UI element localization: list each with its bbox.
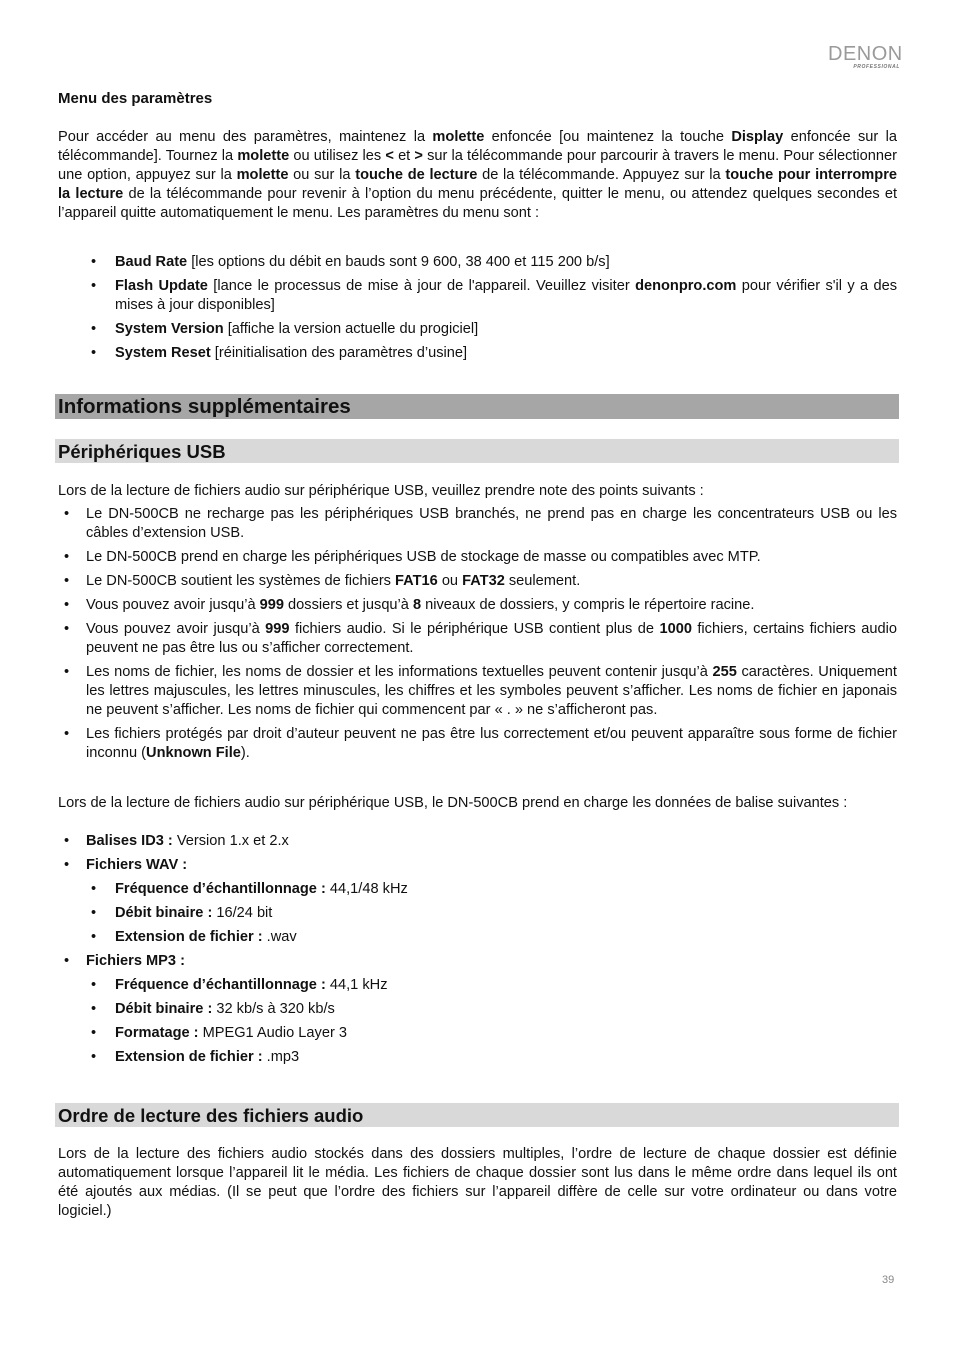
bold-text-run: molette bbox=[432, 129, 485, 145]
text-run: Le DN-500CB soutient les systèmes de fichiers bbox=[86, 573, 396, 589]
tag-support-paragraph bbox=[58, 794, 897, 813]
bullet-icon: • bbox=[91, 254, 97, 270]
bold-text-run: Fréquence d’échantillonnage : bbox=[115, 881, 326, 897]
bullet-icon: • bbox=[64, 621, 70, 637]
bold-text-run: molette bbox=[236, 167, 289, 183]
bold-text-run: touche de lecture bbox=[355, 167, 478, 183]
bullet-icon: • bbox=[64, 953, 70, 969]
list-item bbox=[86, 904, 897, 923]
text-run: Vous pouvez avoir jusqu’à bbox=[86, 621, 266, 637]
text-run: fichiers audio. Si le périphérique USB contient plus de bbox=[289, 621, 660, 637]
bold-text-run: Unknown File bbox=[146, 745, 241, 761]
text-run: niveaux de dossiers, y compris le répertoire racine. bbox=[421, 597, 755, 613]
bold-text-run: Fichiers WAV : bbox=[86, 857, 188, 873]
text-run: ). bbox=[240, 745, 250, 761]
bullet-icon: • bbox=[91, 977, 97, 993]
text-run: sur la télécommande pour parcourir à travers le menu. Pour sélectionner une option, appuyez sur la bbox=[58, 148, 897, 183]
bullet-icon: • bbox=[91, 929, 97, 945]
list-item bbox=[86, 880, 897, 899]
tag-support-list bbox=[58, 832, 897, 1072]
bullet-icon: • bbox=[91, 345, 97, 361]
text-run: Vous pouvez avoir jusqu’à bbox=[86, 597, 260, 613]
bold-text-run: Extension de fichier : bbox=[115, 1049, 263, 1065]
subsection-heading-playback-order: Ordre de lecture des fichiers audio bbox=[55, 1103, 899, 1127]
bold-text-run: 255 bbox=[712, 664, 737, 680]
usb-intro-paragraph bbox=[58, 482, 897, 501]
bold-text-run: touche pour interrompre la lecture bbox=[58, 167, 897, 202]
text-run: Lors de la lecture de fichiers audio sur périphérique USB, veuillez prendre note des points suivants : bbox=[58, 483, 704, 499]
bullet-list bbox=[58, 505, 897, 763]
list-item bbox=[86, 1048, 897, 1067]
section-heading-informations: Informations supplémentaires bbox=[55, 394, 899, 419]
list-item bbox=[86, 1000, 897, 1019]
bullet-icon: • bbox=[91, 278, 97, 294]
bold-text-run: Fréquence d’échantillonnage : bbox=[115, 977, 326, 993]
playback-order-paragraph bbox=[58, 1145, 897, 1221]
bullet-icon: • bbox=[64, 833, 70, 849]
bold-text-run: FAT16 bbox=[395, 573, 438, 589]
list-item bbox=[58, 832, 897, 851]
text-run: .wav bbox=[262, 929, 297, 945]
bullet-icon: • bbox=[91, 321, 97, 337]
bullet-icon: • bbox=[91, 1025, 97, 1041]
bold-text-run: denonpro.com bbox=[635, 278, 737, 294]
list-item bbox=[58, 725, 897, 763]
text-run: 44,1 kHz bbox=[325, 977, 388, 993]
bold-text-run: Fichiers MP3 : bbox=[86, 953, 185, 969]
list-item bbox=[86, 1024, 897, 1043]
text-run: de la télécommande. Appuyez sur la bbox=[477, 167, 726, 183]
bold-text-run: System Reset bbox=[115, 345, 211, 361]
text-run: dossiers et jusqu’à bbox=[283, 597, 413, 613]
text-run: Les noms de fichier, les noms de dossier et les informations textuelles peuvent contenir jusqu’à bbox=[86, 664, 713, 680]
text-run: Version 1.x et 2.x bbox=[172, 833, 289, 849]
bold-text-run: Extension de fichier : bbox=[115, 929, 263, 945]
list-item bbox=[58, 663, 897, 720]
bold-text-run: 999 bbox=[259, 597, 284, 613]
bullet-icon: • bbox=[64, 726, 70, 742]
bullet-icon: • bbox=[64, 506, 70, 522]
bullet-icon: • bbox=[91, 1001, 97, 1017]
bullet-list bbox=[58, 832, 897, 1067]
bold-text-run: 999 bbox=[265, 621, 290, 637]
bold-text-run: Balises ID3 : bbox=[86, 833, 173, 849]
logo-wordmark: DENON bbox=[828, 43, 903, 65]
list-item bbox=[58, 320, 897, 339]
text-run: et bbox=[393, 148, 415, 164]
bold-text-run: molette bbox=[237, 148, 290, 164]
bullet-icon: • bbox=[91, 881, 97, 897]
bold-text-run: 1000 bbox=[659, 621, 692, 637]
text-run: ou sur la bbox=[288, 167, 356, 183]
list-item bbox=[58, 620, 897, 658]
menu-intro-paragraph bbox=[58, 128, 897, 223]
bullet-icon: • bbox=[64, 549, 70, 565]
text-run: [les options du débit en bauds sont 9 600, 38 400 et 115 200 b/s] bbox=[187, 254, 610, 270]
bullet-icon: • bbox=[91, 905, 97, 921]
bold-text-run: Formatage : bbox=[115, 1025, 199, 1041]
logo-subtitle: PROFESSIONAL bbox=[853, 64, 900, 70]
subsection-heading-usb: Périphériques USB bbox=[55, 439, 899, 463]
bold-text-run: Display bbox=[731, 129, 784, 145]
bullet-list bbox=[58, 253, 897, 363]
list-item bbox=[86, 928, 897, 947]
text-run: de la télécommande pour revenir à l’option du menu précédente, quitter le menu, ou attendez quelques secondes et l’appareil quitte automatiquement le menu. Les paramètres du menu sont : bbox=[58, 186, 897, 221]
text-run: seulement. bbox=[504, 573, 581, 589]
text-run: caractères. Uniquement les lettres majuscules, les lettres minuscules, les chiffres et les symboles peuvent s’afficher. Les noms de fichier en japonais ne peuvent s’afficher. Les noms de fichier qui commencent par « . » ne s’afficheront pas. bbox=[86, 664, 897, 718]
list-item bbox=[58, 856, 897, 947]
bold-text-run: Débit binaire : bbox=[115, 905, 213, 921]
text-run: 44,1/48 kHz bbox=[325, 881, 408, 897]
list-item bbox=[58, 596, 897, 615]
bold-text-run: Baud Rate bbox=[115, 254, 188, 270]
text-run: ou utilisez les bbox=[289, 148, 386, 164]
bullet-list bbox=[86, 976, 897, 1067]
text-run: 16/24 bit bbox=[212, 905, 273, 921]
list-item bbox=[58, 572, 897, 591]
list-item bbox=[58, 277, 897, 315]
text-run: pour vérifier s'il y a des mises à jour disponibles] bbox=[115, 278, 898, 313]
list-item bbox=[58, 253, 897, 272]
bold-text-run: Flash Update bbox=[115, 278, 208, 294]
text-run: ou bbox=[437, 573, 463, 589]
denon-professional-logo bbox=[828, 43, 903, 70]
list-item bbox=[58, 344, 897, 363]
text-run: Les fichiers protégés par droit d’auteur peuvent ne pas être lus correctement et/ou peuvent apparaître sous forme de fichier inconnu ( bbox=[86, 726, 897, 761]
page-number: 39 bbox=[882, 1274, 895, 1286]
text-run: .mp3 bbox=[262, 1049, 300, 1065]
menu-heading: Menu des paramètres bbox=[58, 90, 213, 107]
bullet-icon: • bbox=[64, 597, 70, 613]
bold-text-run: System Version bbox=[115, 321, 224, 337]
bullet-icon: • bbox=[91, 1049, 97, 1065]
list-item bbox=[58, 505, 897, 543]
text-run: Pour accéder au menu des paramètres, maintenez la bbox=[58, 129, 433, 145]
text-run: enfoncée [ou maintenez la touche bbox=[484, 129, 732, 145]
bold-text-run: Débit binaire : bbox=[115, 1001, 213, 1017]
menu-parameters-list bbox=[58, 253, 897, 368]
list-item bbox=[58, 548, 897, 567]
bold-text-run: FAT32 bbox=[462, 573, 505, 589]
bullet-list bbox=[86, 880, 897, 947]
text-run: fichiers, certains fichiers audio peuvent ne pas être lus ou s’afficher correctement. bbox=[86, 621, 897, 656]
text-run: [réinitialisation des paramètres d’usine] bbox=[210, 345, 468, 361]
bold-text-run: 8 bbox=[412, 597, 422, 613]
bullet-icon: • bbox=[64, 664, 70, 680]
bold-text-run: < bbox=[385, 148, 394, 164]
list-item bbox=[86, 976, 897, 995]
text-run: [affiche la version actuelle du progiciel] bbox=[223, 321, 479, 337]
list-item bbox=[58, 952, 897, 1067]
bullet-icon: • bbox=[64, 857, 70, 873]
bold-text-run: > bbox=[414, 148, 423, 164]
usb-notes-list bbox=[58, 505, 897, 768]
text-run: enfoncée sur la télécommande]. Tournez la bbox=[58, 129, 897, 164]
text-run: Lors de la lecture de fichiers audio sur périphérique USB, le DN-500CB prend en charge les données de balise suivantes : bbox=[58, 795, 848, 811]
text-run: [lance le processus de mise à jour de l'appareil. Veuillez visiter bbox=[207, 278, 636, 294]
text-run: Lors de la lecture des fichiers audio stockés dans des dossiers multiples, l’ordre de lecture de chaque dossier est définie automatiquement lorsque l’appareil lit le média. Les fichiers de chaque dossier sont lus dans le même ordre dans lequel ils ont été ajoutés aux médias. (Il se peut que l’ordre des fichiers sur l’appareil diffère de celle sur votre ordinateur ou dans votre logiciel.) bbox=[58, 1146, 897, 1219]
text-run: 32 kb/s à 320 kb/s bbox=[212, 1001, 335, 1017]
text-run: MPEG1 Audio Layer 3 bbox=[198, 1025, 347, 1041]
bullet-icon: • bbox=[64, 573, 70, 589]
text-run: Le DN-500CB prend en charge les périphériques USB de stockage de masse ou compatibles avec MTP. bbox=[86, 549, 761, 565]
text-run: Le DN-500CB ne recharge pas les périphériques USB branchés, ne prend pas en charge les concentrateurs USB ou les câbles d’extension USB. bbox=[86, 506, 897, 541]
